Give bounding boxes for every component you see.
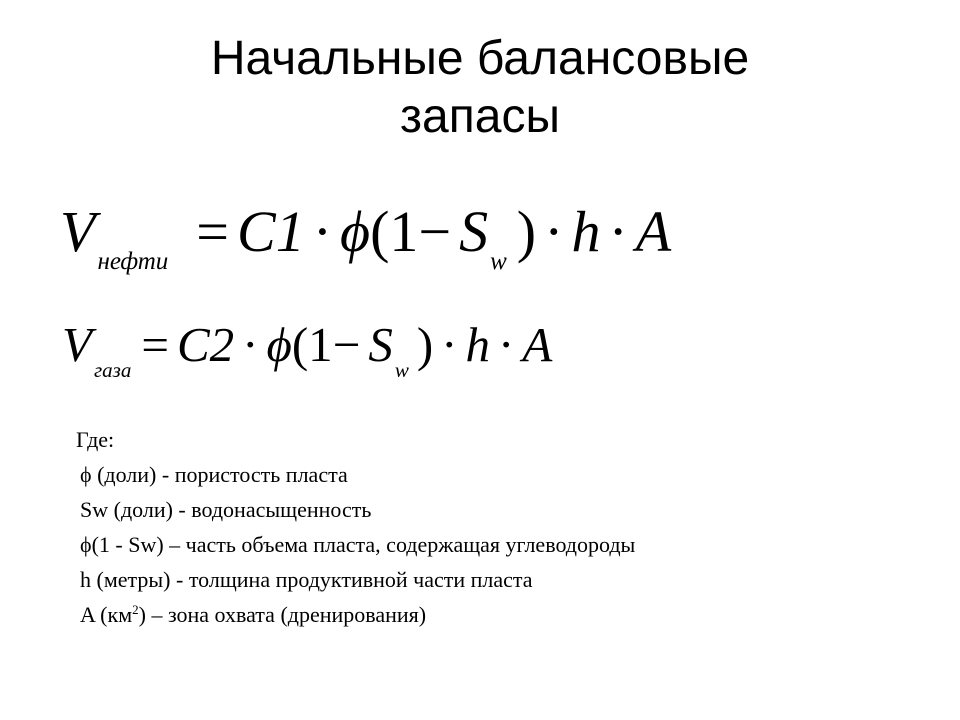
gas-paren-close: ) — [416, 317, 434, 372]
gas-dot-2: · — [441, 317, 458, 372]
gas-dot-3: · — [498, 317, 515, 372]
oil-volume-formula — [60, 199, 672, 275]
area-prefix: A (км — [80, 602, 133, 627]
gas-equals-sign: = — [141, 317, 169, 372]
oil-lhs-subscript: нефти — [97, 248, 169, 275]
area-superscript: 2 — [132, 602, 139, 617]
gas-h: h — [465, 317, 490, 372]
area-suffix: ) – зона охвата (дренирования) — [138, 602, 427, 627]
legend-item-thickness: h (метры) - толщина продуктивной части пласта — [80, 567, 533, 592]
oil-paren-open: (1 — [370, 199, 419, 264]
oil-coefficient: C1 — [237, 199, 305, 264]
gas-paren-open: (1 — [291, 317, 333, 372]
oil-dot-1: · — [312, 199, 333, 264]
oil-phi: ϕ — [340, 199, 371, 264]
gas-minus: − — [332, 317, 361, 372]
oil-dot-2: · — [544, 199, 564, 264]
gas-lhs-subscript: газа — [93, 358, 132, 382]
gas-lhs-v: V — [62, 317, 92, 372]
oil-s: S — [459, 199, 489, 264]
gas-phi: ϕ — [266, 317, 292, 372]
oil-equals-sign: = — [196, 199, 230, 264]
oil-s-subscript: w — [490, 248, 507, 275]
slide-title — [0, 30, 960, 146]
oil-h: h — [571, 199, 601, 264]
oil-paren-close: ) — [516, 199, 537, 264]
legend-item-area — [80, 597, 635, 632]
variable-legend — [76, 422, 635, 632]
gas-coefficient: C2 — [176, 317, 235, 372]
gas-s-subscript: w — [394, 358, 409, 382]
gas-a: A — [522, 317, 553, 372]
oil-minus: − — [418, 199, 452, 264]
legend-heading: Где: — [76, 427, 115, 452]
legend-item-water-saturation: Sw (доли) - водонасыщенность — [80, 497, 372, 522]
oil-dot-3: · — [608, 199, 628, 264]
gas-dot-1: · — [242, 317, 259, 372]
slide-title-line-2: запасы — [400, 90, 560, 143]
oil-lhs-v: V — [60, 199, 96, 264]
legend-item-hydrocarbon-fraction: ϕ(1 - Sw) – часть объема пласта, содержащая углеводороды — [80, 532, 636, 557]
gas-volume-formula — [62, 317, 553, 382]
legend-list — [76, 457, 635, 632]
slide-title-line-1: Начальные балансовые — [210, 32, 750, 85]
legend-item-porosity: ϕ (доли) - пористость пласта — [80, 462, 348, 487]
oil-a: A — [635, 199, 672, 264]
gas-s: S — [368, 317, 393, 372]
